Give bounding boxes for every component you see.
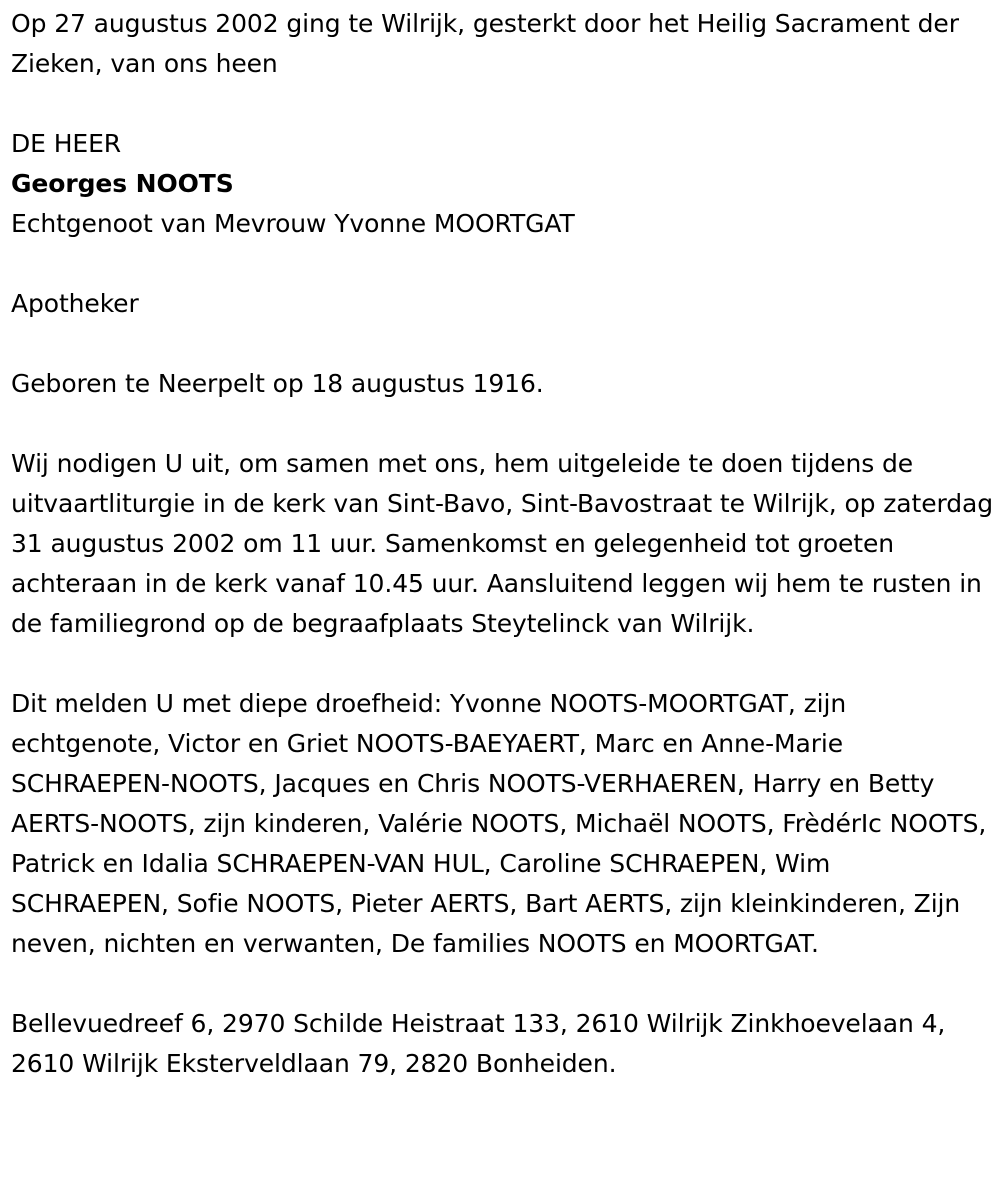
spacer	[11, 324, 993, 364]
spacer	[11, 84, 993, 124]
title-prefix: DE HEER	[11, 129, 122, 158]
spacer	[11, 404, 993, 444]
announcement-paragraph: Dit melden U met diepe droefheid: Yvonne NOOTS-MOORTGAT, zijn echtgenote, Victor en Griet NOOTS-BAEYAERT, Marc en Anne-Marie SCHRAEPEN-NOOTS, Jacques en Chris NOOTS-VERHAEREN, Harry en Betty AERTS-NOOTS, zijn kinderen, Valérie NOOTS, Michaël NOOTS, FrèdérIc NOOTS, Patrick en Idalia SCHRAEPEN-VAN HUL, Caroline SCHRAEPEN, Wim SCHRAEPEN, Sofie NOOTS, Pieter AERTS, Bart AERTS, zijn kleinkinderen, Zijn neven, nichten en verwanten, De families NOOTS en MOORTGAT.	[11, 689, 987, 958]
birth-line: Geboren te Neerpelt op 18 augustus 1916.	[11, 369, 544, 398]
intro-paragraph: Op 27 augustus 2002 ging te Wilrijk, gesterkt door het Heilig Sacrament der Zieken, van ons heen	[11, 9, 959, 78]
spacer	[11, 644, 993, 684]
death-notice	[11, 4, 993, 1084]
spouse-line: Echtgenoot van Mevrouw Yvonne MOORTGAT	[11, 209, 575, 238]
deceased-name: Georges NOOTS	[11, 169, 234, 198]
addresses-paragraph: Bellevuedreef 6, 2970 Schilde Heistraat 133, 2610 Wilrijk Zinkhoevelaan 4, 2610 Wilrijk Eksterveldlaan 79, 2820 Bonheiden.	[11, 1009, 946, 1078]
spacer	[11, 244, 993, 284]
invitation-paragraph: Wij nodigen U uit, om samen met ons, hem uitgeleide te doen tijdens de uitvaartliturgie in de kerk van Sint-Bavo, Sint-Bavostraat te Wilrijk, op zaterdag 31 augustus 2002 om 11 uur. Samenkomst en gelegenheid tot groeten achteraan in de kerk vanaf 10.45 uur. Aansluitend leggen wij hem te rusten in de familiegrond op de begraafplaats Steytelinck van Wilrijk.	[11, 449, 993, 638]
profession: Apotheker	[11, 289, 139, 318]
spacer	[11, 964, 993, 1004]
